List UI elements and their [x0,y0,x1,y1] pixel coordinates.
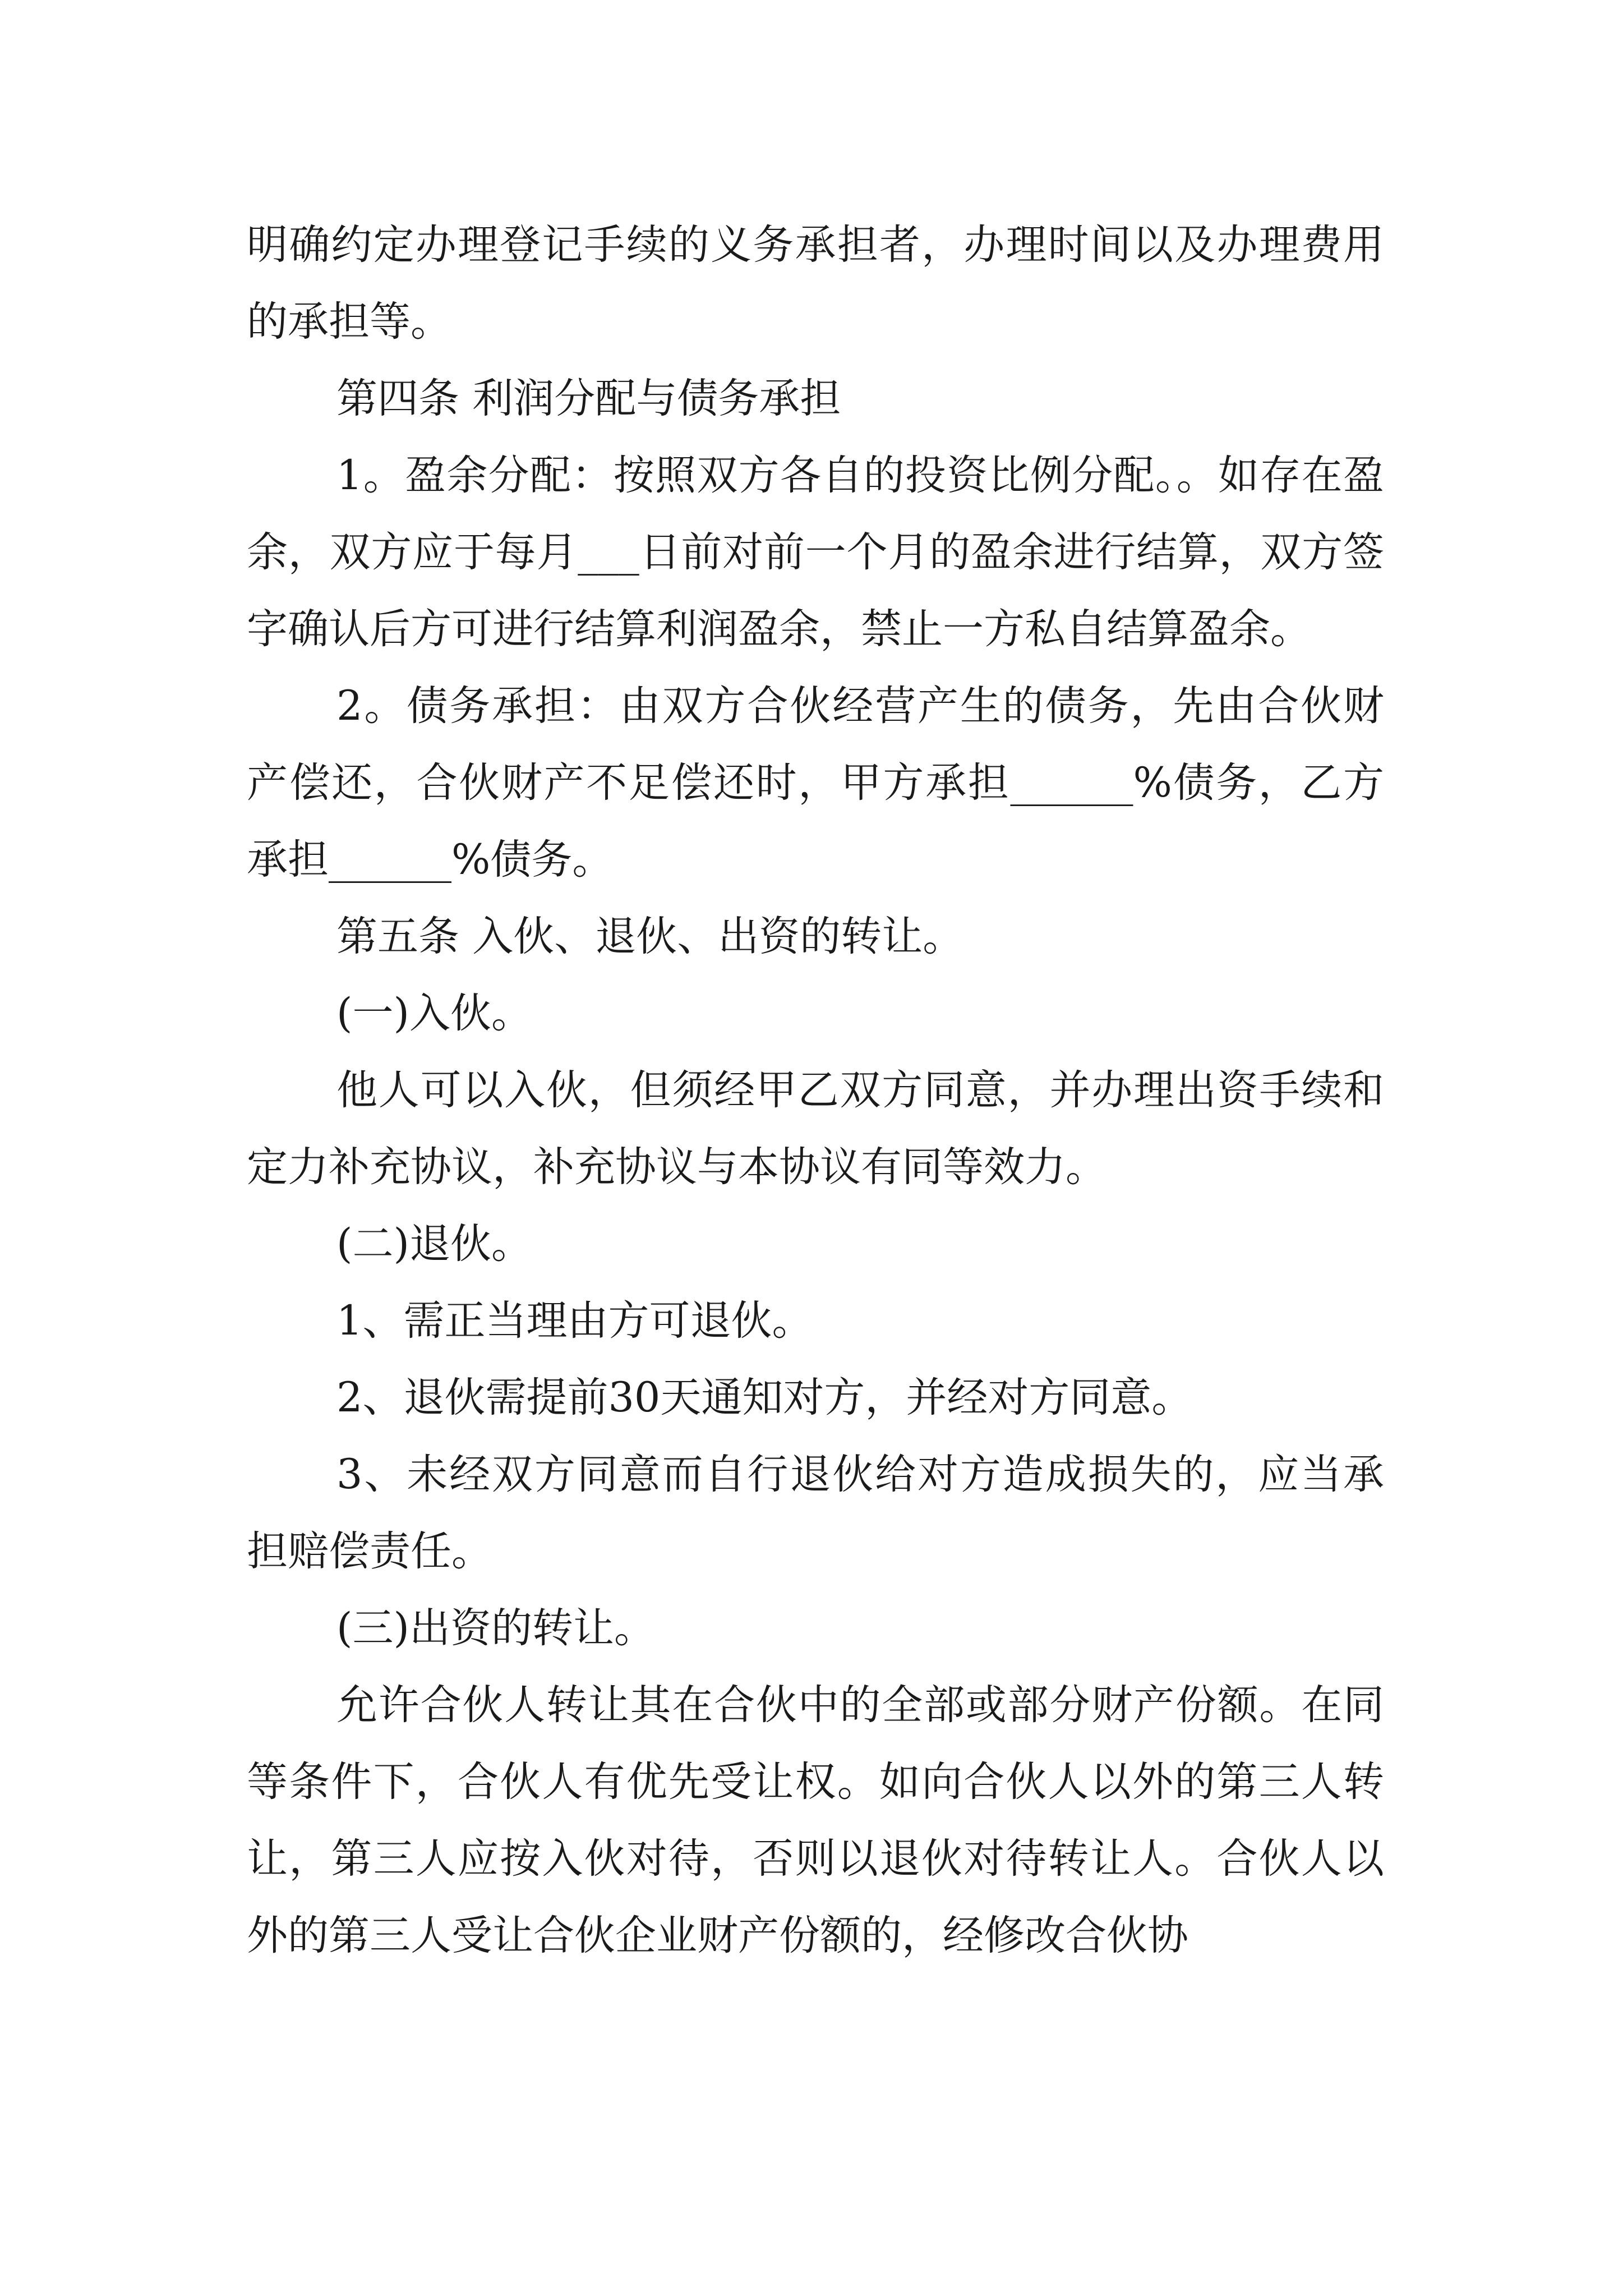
article-4-heading: 第四条 利润分配与债务承担 [336,375,841,422]
article-5-heading: 第五条 入伙、退伙、出资的转让。 [336,913,964,960]
paragraph-joining: 他人可以入伙，但须经甲乙双方同意，并办理出资手续和定力补充协议，补充协议与本协议有同等效力。 [247,1066,1384,1191]
section-transfer-heading: (三)出资的转让。 [336,1604,655,1652]
section-withdrawal-heading: (二)退伙。 [336,1220,532,1268]
withdrawal-item-3: 3、未经双方同意而自行退伙给对方造成损失的，应当承担赔偿责任。 [247,1451,1384,1575]
document-body [247,206,1384,1974]
paragraph-registration-continued: 明确约定办理登记手续的义务承担者，办理时间以及办理费用的承担等。 [247,221,1384,346]
withdrawal-item-1: 1、需正当理由方可退伙。 [336,1297,813,1345]
section-joining-heading: (一)入伙。 [336,990,532,1037]
withdrawal-item-2: 2、退伙需提前30天通知对方，并经对方同意。 [336,1374,1193,1421]
paragraph-transfer: 允许合伙人转让其在合伙中的全部或部分财产份额。在同等条件下，合伙人有优先受让权。如向合伙人以外的第三人转让，第三人应按入伙对待，否则以退伙对待转让人。合伙人以外的第三人受让合伙企业财产份额的，经修改合伙协 [247,1681,1384,1959]
paragraph-debt-bearing: 2。债务承担：由双方合伙经营产生的债务，先由合伙财产偿还，合伙财产不足偿还时，甲方承担______%债务，乙方承担______%债务。 [247,682,1384,884]
paragraph-profit-distribution: 1。盈余分配：按照双方各自的投资比例分配。。如存在盈余，双方应于每月___日前对前一个月的盈余进行结算，双方签字确认后方可进行结算利润盈余，禁止一方私自结算盈余。 [247,452,1384,653]
